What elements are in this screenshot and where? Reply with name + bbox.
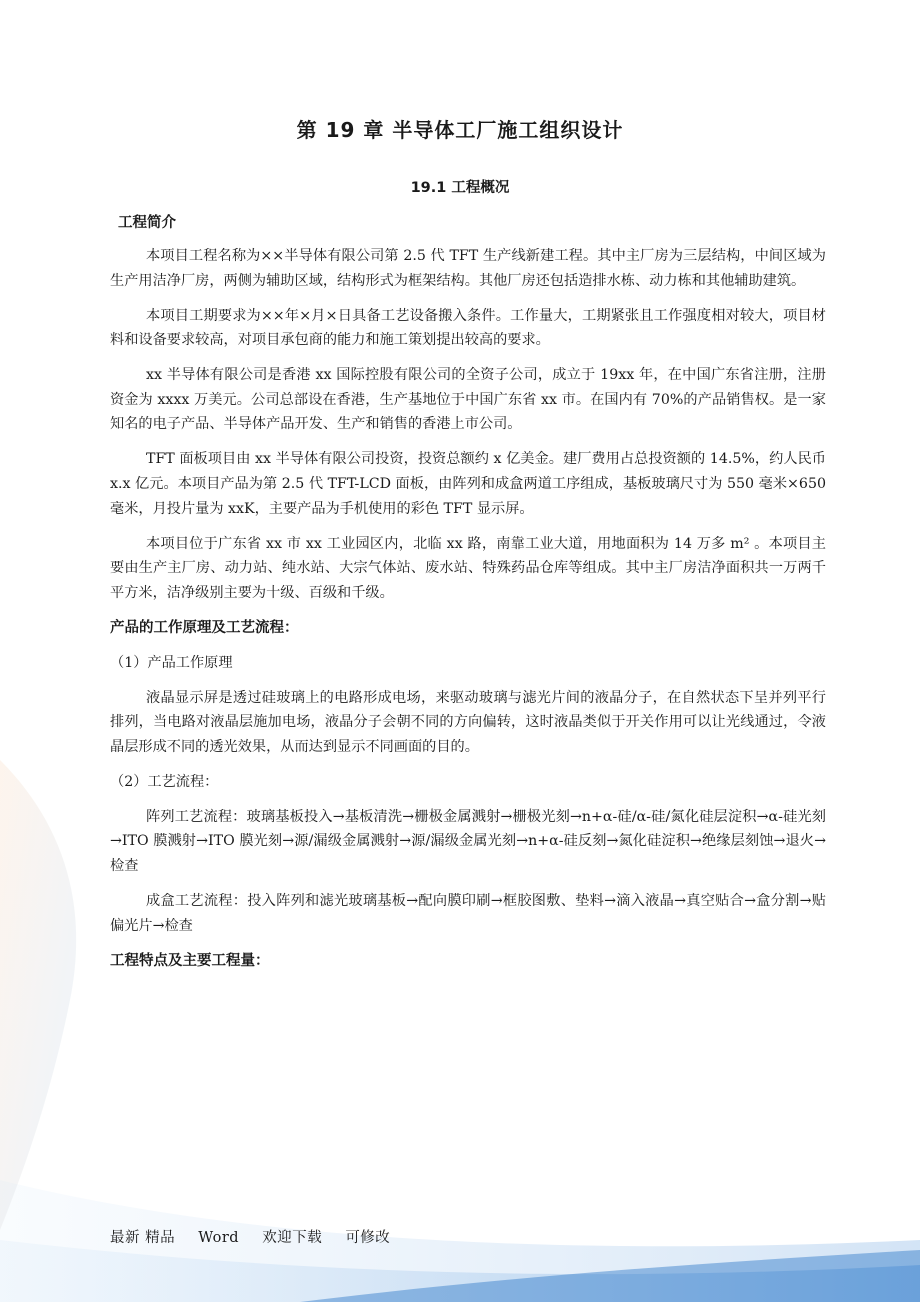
cell-process-paragraph: 成盒工艺流程：投入阵列和滤光玻璃基板→配向膜印刷→框胶图敷、垫料→滴入液晶→真空贴合→盒分割→贴偏光片→检查 [110,892,826,934]
process-subheading: （2）工艺流程： [110,773,219,790]
footer-item: 最新 精品 [110,1230,176,1246]
footer-item: 可修改 [345,1230,391,1246]
chapter-title: 第 19 章 半导体工厂施工组织设计 [296,118,624,142]
paragraph: 本项目位于广东省 xx 市 xx 工业园区内，北临 xx 路，南靠工业大道，用地面积为 14 万多 m² 。本项目主要由生产主厂房、动力站、纯水站、大宗气体站、废水站、特殊药品仓库等组成。其中主厂房洁净面积共一万两千平方米，洁净级别主要为十级、百级和千级。 [110,535,826,601]
paragraph: 本项目工程名称为××半导体有限公司第 2.5 代 TFT 生产线新建工程。其中主厂房为三层结构，中间区域为生产用洁净厂房，两侧为辅助区域，结构形式为框架结构。其他厂房还包括造排水栋、动力栋和其他辅助建筑。 [110,248,826,289]
paragraph: TFT 面板项目由 xx 半导体有限公司投资，投资总额约 x 亿美金。建厂费用占总投资额的 14.5%，约人民币 x.x 亿元。本项目产品为第 2.5 代 TFT-LCD 面板，由阵列和成盒两道工序组成，基板玻璃尺寸为 550 毫米×650 毫米，月投片量为 xxK，主要产品为手机使用的彩色 TFT 显示屏。 [110,451,826,517]
paragraph: xx 半导体有限公司是香港 xx 国际控股有限公司的全资子公司，成立于 19xx 年，在中国广东省注册，注册资金为 xxxx 万美元。公司总部设在香港，生产基地位于中国广东省 xx 市。在国内有 70%的产品销售权。是一家知名的电子产品、半导体产品开发、生产和销售的香港上市公司。 [110,367,826,433]
document-body [110,244,826,984]
footer-item: 欢迎下载 [262,1230,323,1246]
paragraph: 本项目工期要求为××年×月×日具备工艺设备搬入条件。工作量大，工期紧张且工作强度相对较大，项目材料和设备要求较高，对项目承包商的能力和施工策划提出较高的要求。 [110,307,826,349]
array-process-paragraph: 阵列工艺流程：玻璃基板投入→基板清洗→栅极金属溅射→栅极光刻→n+α-硅/α-硅/氮化硅层淀积→α-硅光刻→ITO 膜溅射→ITO 膜光刻→源/漏级金属溅射→源/漏级金属光刻→n+α-硅反刻→氮化硅淀积→绝缘层刻蚀→退火→检查 [110,808,826,874]
principle-heading: 产品的工作原理及工艺流程： [110,619,299,636]
footer-item: Word [198,1230,240,1246]
features-heading: 工程特点及主要工程量： [110,952,270,969]
principle-subheading: （1）产品工作原理 [110,654,233,671]
section-title: 19.1 工程概况 [410,180,510,196]
footer-note [110,1226,408,1247]
intro-heading: 工程简介 [118,215,176,231]
principle-paragraph: 液晶显示屏是透过硅玻璃上的电路形成电场，来驱动玻璃与滤光片间的液晶分子，在自然状态下呈并列平行排列，当电路对液晶层施加电场，液晶分子会朝不同的方向偏转，这时液晶类似于开关作用可以让光线通过，令液晶层形成不同的透光效果，从而达到显示不同画面的目的。 [110,689,826,755]
